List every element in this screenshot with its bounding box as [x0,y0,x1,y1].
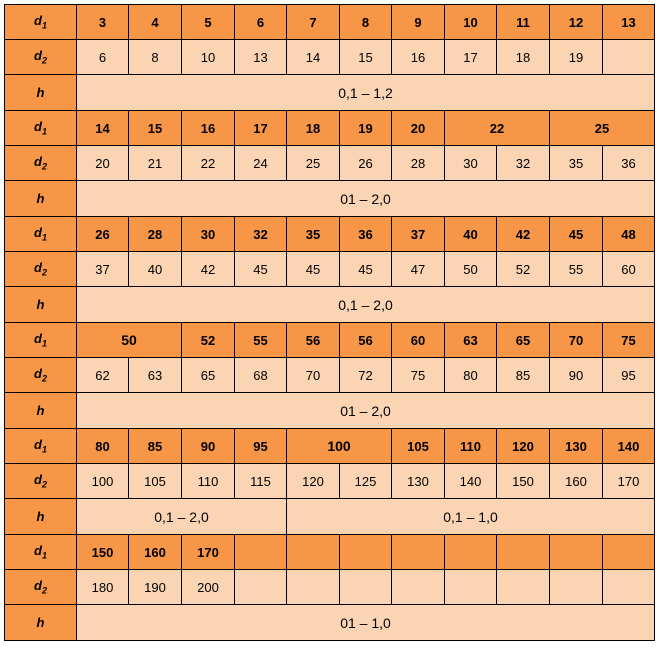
d1-cell: 11 [497,5,550,40]
d1-cell [287,535,340,570]
d2-cell [340,570,392,605]
d1-cell: 55 [235,323,287,358]
d1-cell: 28 [129,217,182,252]
d2-cell: 55 [550,252,603,287]
d1-cell: 14 [77,111,129,146]
d2-cell: 80 [445,358,497,393]
d1-cell: 40 [445,217,497,252]
row-label-d2: $d_2$ [5,464,77,499]
d2-cell: 70 [287,358,340,393]
d2-cell: 28 [392,146,445,181]
d2-cell [603,40,655,75]
d1-cell: 18 [287,111,340,146]
d2-cell: 125 [340,464,392,499]
d1-cell: 150 [77,535,129,570]
d1-cell: 70 [550,323,603,358]
d1-cell: 20 [392,111,445,146]
row-label-d1: $d_1$ [5,535,77,570]
d2-cell: 85 [497,358,550,393]
d2-cell [392,570,445,605]
d2-cell: 21 [129,146,182,181]
d1-cell: 52 [182,323,235,358]
d2-cell: 180 [77,570,129,605]
table-row-d1 [5,535,655,570]
d1-cell [550,535,603,570]
h-range-cell: 01 – 2,0 [77,393,655,429]
d1-cell: 13 [603,5,655,40]
row-label-d2: $d_2$ [5,252,77,287]
table-row-h [5,75,655,111]
d1-cell: 110 [445,429,497,464]
d2-cell: 45 [340,252,392,287]
d1-cell: 32 [235,217,287,252]
d2-cell: 63 [129,358,182,393]
d1-cell: 16 [182,111,235,146]
d2-cell: 13 [235,40,287,75]
d2-cell: 100 [77,464,129,499]
row-label-h: h [5,605,77,641]
table-row-h [5,605,655,641]
d2-cell: 37 [77,252,129,287]
h-range-cell: 01 – 1,0 [77,605,655,641]
d1-cell: 170 [182,535,235,570]
d1-cell: 80 [77,429,129,464]
table-row-h [5,499,655,535]
d1-cell: 60 [392,323,445,358]
d1-cell: 45 [550,217,603,252]
d2-cell: 45 [235,252,287,287]
row-label-h: h [5,181,77,217]
d1-cell [445,535,497,570]
table-row-d2 [5,464,655,499]
d2-cell: 190 [129,570,182,605]
d1-cell: 9 [392,5,445,40]
row-label-d1: $d_1$ [5,429,77,464]
d1-cell: 160 [129,535,182,570]
d2-cell: 42 [182,252,235,287]
d1-cell: 48 [603,217,655,252]
d1-cell [497,535,550,570]
d2-cell: 40 [129,252,182,287]
d2-cell: 14 [287,40,340,75]
h-range-cell: 0,1 – 1,2 [77,75,655,111]
d1-cell: 100 [287,429,392,464]
table-row-d2 [5,252,655,287]
d1-cell [392,535,445,570]
d2-cell: 200 [182,570,235,605]
d1-cell: 6 [235,5,287,40]
d2-cell [603,570,655,605]
table-row-d2 [5,146,655,181]
d2-cell: 6 [77,40,129,75]
d1-cell: 105 [392,429,445,464]
d2-cell [445,570,497,605]
d1-cell: 56 [340,323,392,358]
row-label-h: h [5,287,77,323]
table-row-d2 [5,570,655,605]
table-row-d1 [5,429,655,464]
table-row-h [5,393,655,429]
d2-cell: 25 [287,146,340,181]
d2-cell: 17 [445,40,497,75]
d1-cell: 17 [235,111,287,146]
d2-cell: 26 [340,146,392,181]
d2-cell: 35 [550,146,603,181]
d2-cell: 15 [340,40,392,75]
d1-cell: 140 [603,429,655,464]
d2-cell: 32 [497,146,550,181]
d2-cell: 36 [603,146,655,181]
d1-cell: 90 [182,429,235,464]
d1-cell: 85 [129,429,182,464]
d1-cell: 12 [550,5,603,40]
d2-cell: 110 [182,464,235,499]
table-row-h [5,287,655,323]
d2-cell: 65 [182,358,235,393]
d2-cell: 140 [445,464,497,499]
d2-cell: 24 [235,146,287,181]
table-row-d1 [5,5,655,40]
row-label-d2: $d_2$ [5,570,77,605]
d2-cell: 22 [182,146,235,181]
d2-cell: 120 [287,464,340,499]
d2-cell: 30 [445,146,497,181]
d2-cell: 95 [603,358,655,393]
row-label-d1: $d_1$ [5,111,77,146]
d1-cell: 130 [550,429,603,464]
h-range-cell: 0,1 – 1,0 [287,499,655,535]
table-row-h [5,181,655,217]
row-label-d1: $d_1$ [5,5,77,40]
d1-cell: 95 [235,429,287,464]
d2-cell: 62 [77,358,129,393]
d2-cell: 20 [77,146,129,181]
d1-cell: 3 [77,5,129,40]
table-row-d1 [5,323,655,358]
d1-cell: 5 [182,5,235,40]
d2-cell: 16 [392,40,445,75]
h-range-cell: 0,1 – 2,0 [77,499,287,535]
row-label-d1: $d_1$ [5,323,77,358]
d2-cell: 160 [550,464,603,499]
d2-cell: 68 [235,358,287,393]
d1-cell: 15 [129,111,182,146]
d1-cell: 19 [340,111,392,146]
d1-cell: 36 [340,217,392,252]
d1-cell: 63 [445,323,497,358]
d2-cell: 115 [235,464,287,499]
d1-cell: 8 [340,5,392,40]
d2-cell [497,570,550,605]
d1-cell: 22 [445,111,550,146]
d2-cell: 75 [392,358,445,393]
d2-cell: 105 [129,464,182,499]
d2-cell: 90 [550,358,603,393]
row-label-h: h [5,75,77,111]
dimensions-table [4,4,655,641]
table-row-d1 [5,217,655,252]
d2-cell: 19 [550,40,603,75]
d2-cell [287,570,340,605]
d2-cell: 170 [603,464,655,499]
row-label-h: h [5,499,77,535]
d1-cell: 4 [129,5,182,40]
d2-cell [235,570,287,605]
table-row-d1 [5,111,655,146]
d1-cell [235,535,287,570]
d2-cell: 8 [129,40,182,75]
row-label-h: h [5,393,77,429]
d2-cell: 10 [182,40,235,75]
d1-cell: 35 [287,217,340,252]
row-label-d1: $d_1$ [5,217,77,252]
d1-cell [603,535,655,570]
row-label-d2: $d_2$ [5,146,77,181]
d1-cell: 30 [182,217,235,252]
d1-cell: 75 [603,323,655,358]
d1-cell: 65 [497,323,550,358]
d2-cell: 50 [445,252,497,287]
d1-cell: 25 [550,111,655,146]
d1-cell: 37 [392,217,445,252]
d2-cell: 60 [603,252,655,287]
row-label-d2: $d_2$ [5,358,77,393]
d1-cell: 50 [77,323,182,358]
d2-cell: 45 [287,252,340,287]
d1-cell: 120 [497,429,550,464]
table-row-d2 [5,40,655,75]
d1-cell: 42 [497,217,550,252]
d2-cell [550,570,603,605]
d2-cell: 18 [497,40,550,75]
d2-cell: 52 [497,252,550,287]
d1-cell: 7 [287,5,340,40]
d1-cell [340,535,392,570]
table-row-d2 [5,358,655,393]
d2-cell: 72 [340,358,392,393]
h-range-cell: 01 – 2,0 [77,181,655,217]
h-range-cell: 0,1 – 2,0 [77,287,655,323]
row-label-d2: $d_2$ [5,40,77,75]
d2-cell: 130 [392,464,445,499]
d2-cell: 47 [392,252,445,287]
d1-cell: 10 [445,5,497,40]
d1-cell: 26 [77,217,129,252]
d2-cell: 150 [497,464,550,499]
d1-cell: 56 [287,323,340,358]
